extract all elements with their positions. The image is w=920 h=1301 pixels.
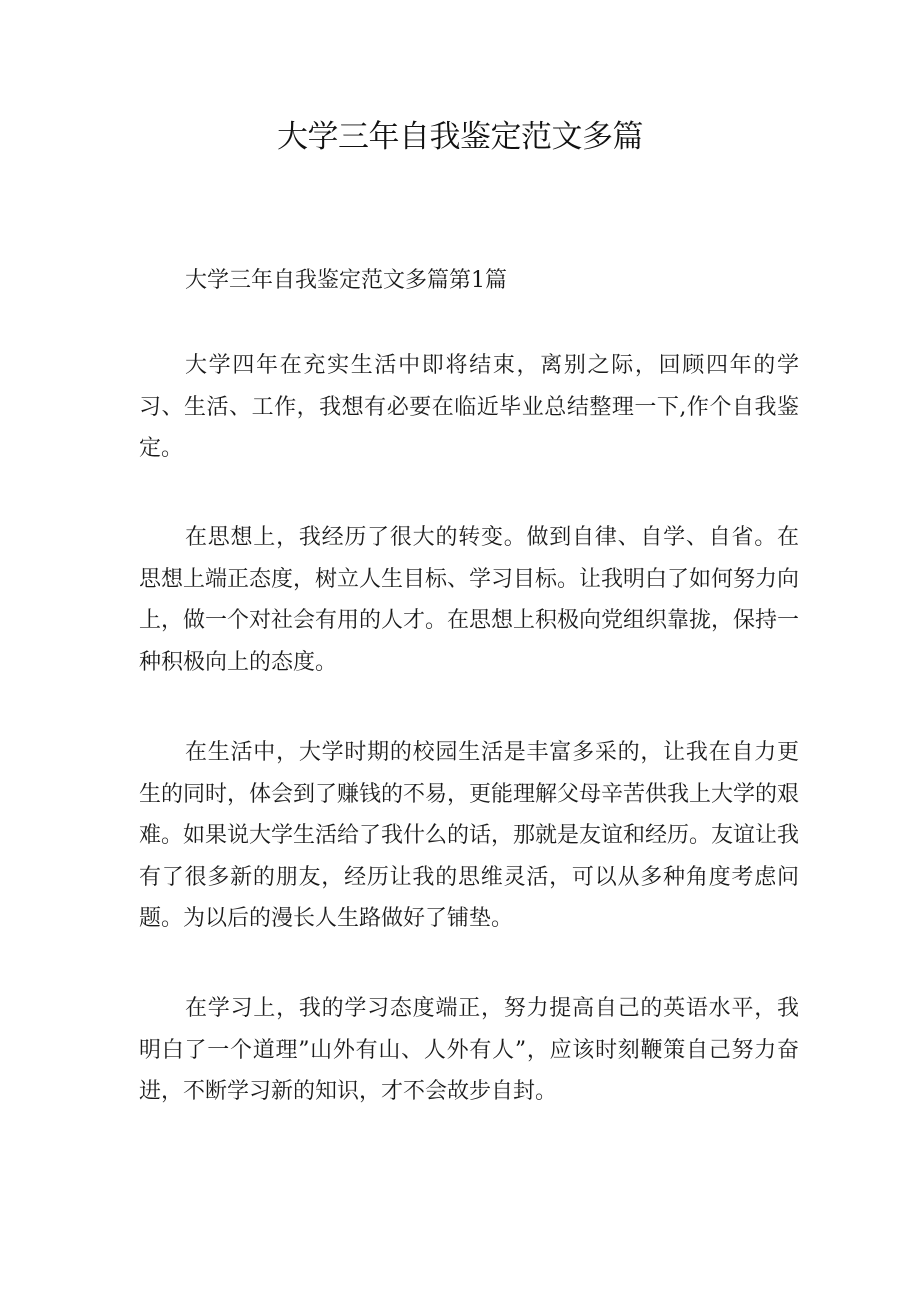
paragraph-intro: 大学四年在充实生活中即将结束，离别之际，回顾四年的学习、生活、工作，我想有必要在临近毕业总结整理一下,作个自我鉴定。 [139, 353, 799, 461]
paragraph-life: 在生活中，大学时期的校园生活是丰富多采的，让我在自力更生的同时，体会到了赚钱的不易，更能理解父母辛苦供我上大学的艰难。如果说大学生活给了我什么的话，那就是友谊和经历。友谊让我有了很多新的朋友，经历让我的思维灵活，可以从多种角度考虑问题。为以后的漫长人生路做好了铺垫。 [139, 740, 800, 931]
paragraph-thought: 在思想上，我经历了很大的转变。做到自律、自学、自省。在思想上端正态度，树立人生目标、学习目标。让我明白了如何努力向上，做一个对社会有用的人才。在思想上积极向党组织靠拢，保持一种积极向上的态度。 [139, 525, 800, 675]
section-heading: 大学三年自我鉴定范文多篇第1篇 [185, 268, 507, 293]
paragraph-study: 在学习上，我的学习态度端正，努力提高自己的英语水平，我明白了一个道理”山外有山、人外有人”，应该时刻鞭策自己努力奋进，不断学习新的知识，才不会故步自封。 [139, 996, 799, 1104]
document-title: 大学三年自我鉴定范文多篇 [277, 119, 643, 155]
